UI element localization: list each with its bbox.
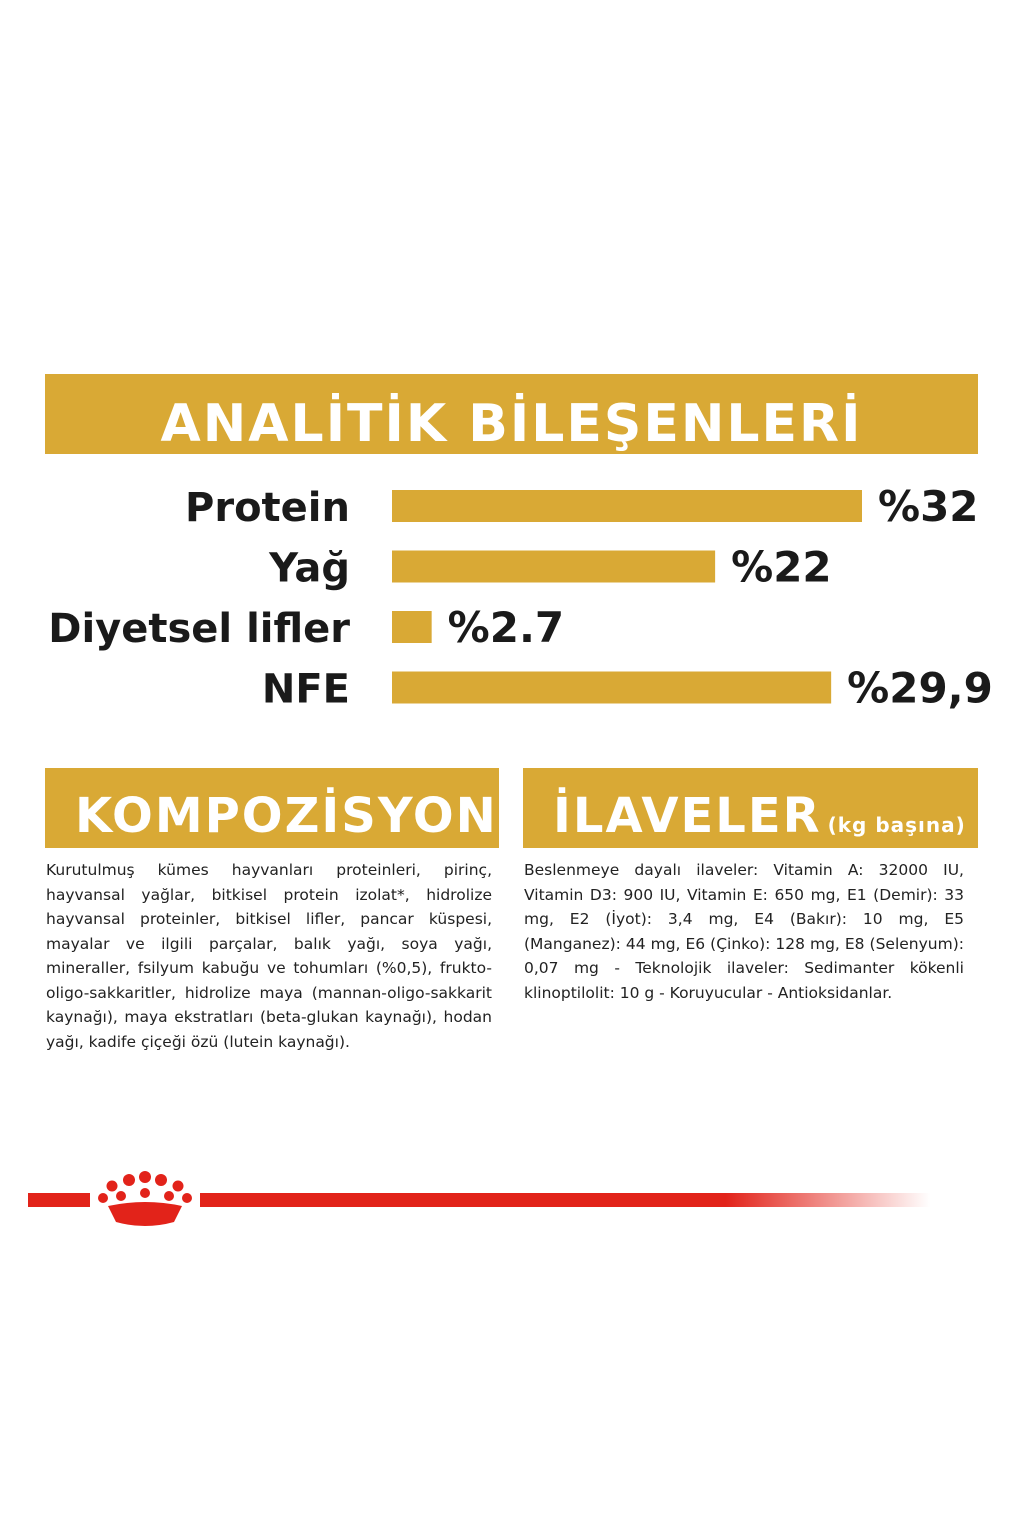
category-label: NFE: [261, 666, 350, 713]
ilaveler-text: Beslenmeye dayalı ilaveler: Vitamin A: 32000 IU, Vitamin D3: 900 IU, Vitamin E: 650 mg, E1 (Demir): 33 mg, E2 (İyot): 3,4 mg, E4 (Bakır): 10 mg, E5 (Manganez): 44 mg, E6 (Çinko): 128 mg, E8 (Selenyum): 0,07 mg - Teknolojik ilaveler: Sedimanter kökenli klinoptilolit: 10 g - Koruyucular - Antioksidanlar.: [524, 861, 964, 1002]
bar: [392, 672, 831, 704]
category-label: Protein: [185, 485, 350, 531]
ilaveler-header: [523, 768, 978, 848]
kompozisyon-text: Kurutulmuş kümes hayvanları proteinleri, pirinç, hayvansal yağlar, bitkisel protein izolat*, hidrolize hayvansal proteinler, bitkisel lifler, pancar küspesi, mayalar ve ilgili parçalar, balık yağı, soya yağı, mineraller, fsilyum kabuğu ve tohumları (%0,5), frukto-oligo-sakkaritler, hidrolize maya (mannan-oligo-sakkarit kaynağı), maya ekstratları (beta-glukan kaynağı), hodan yağı, kadife çiçeği özü (lutein kaynağı).: [46, 861, 492, 1051]
analitik-bilesenleri-header: [45, 374, 978, 454]
bar: [392, 551, 715, 583]
bars-group: [48, 482, 993, 713]
category-label: Diyetsel lifler: [48, 606, 350, 652]
brand-line-left: [28, 1193, 90, 1207]
analitik-title: ANALİTİK BİLEŞENLERİ: [160, 394, 863, 454]
bar: [392, 490, 862, 522]
analytic-bar-chart: [0, 470, 1024, 720]
value-label: %29,9: [847, 663, 993, 713]
kompozisyon-header: [45, 768, 499, 848]
bar: [392, 611, 432, 643]
crown-icon: [98, 1171, 192, 1226]
kompozisyon-title: KOMPOZİSYON: [75, 788, 498, 844]
value-label: %2.7: [447, 603, 565, 652]
brand-line-right: [200, 1193, 930, 1207]
ilaveler-subtitle: (kg başına): [827, 813, 966, 837]
ilaveler-title: İLAVELER: [553, 788, 822, 844]
brand-footer-bar: [0, 1160, 1024, 1240]
category-label: Yağ: [269, 545, 350, 592]
value-label: %22: [731, 542, 832, 592]
value-label: %32: [878, 482, 979, 531]
